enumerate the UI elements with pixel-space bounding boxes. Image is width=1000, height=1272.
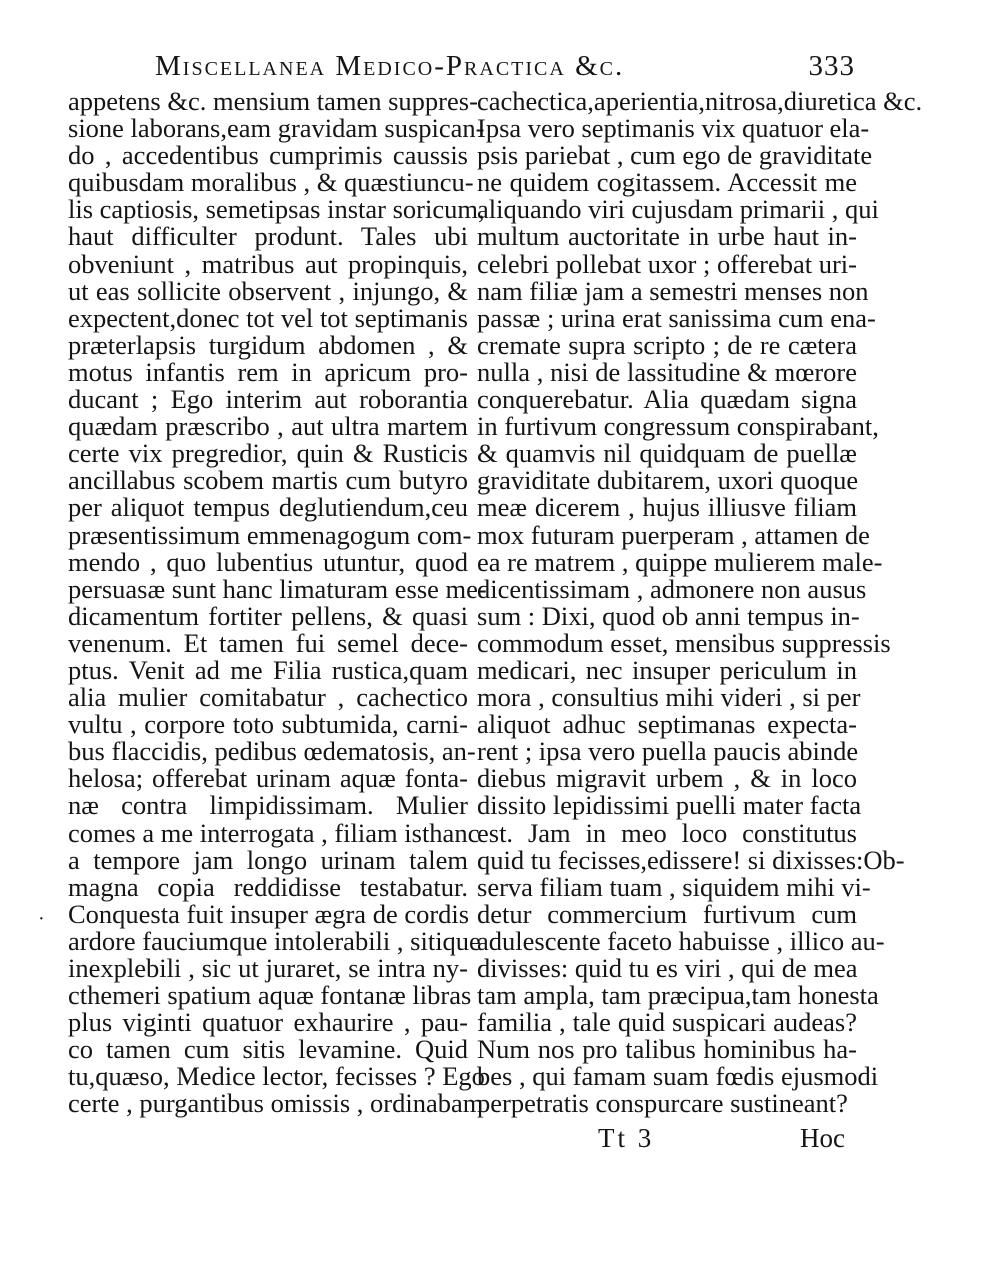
text-line: quædam præscribo , aut ultra martem <box>68 411 468 442</box>
text-line: serva filiam tuam , siquidem mihi vi- <box>477 871 871 902</box>
text-line: dicentissimam , admonere non ausus <box>477 573 867 604</box>
text-line: conquerebatur. Alia quædam signa <box>477 384 857 415</box>
text-line: sione laborans,eam gravidam suspican- <box>68 113 485 144</box>
text-line: multum auctoritate in urbe haut in- <box>477 221 857 252</box>
text-line: cremate supra scripto ; de re cætera <box>477 329 857 360</box>
text-line: detur commercium furtivum cum <box>477 898 857 929</box>
text-line: plus viginti quatuor exhaurire , pau- <box>68 1007 468 1038</box>
text-line: ardore fauciumque intolerabili , sitique <box>68 925 481 956</box>
text-line: ne quidem cogitassem. Accessit me <box>477 167 857 198</box>
text-line: sum : Dixi, quod ob anni tempus in- <box>477 600 860 631</box>
text-line: Num nos pro talibus hominibus ha- <box>477 1034 857 1065</box>
text-line: haut difficulter produnt. Tales ubi <box>68 221 468 252</box>
text-line: graviditate dubitarem, uxori quoque <box>477 465 859 496</box>
text-line: & quamvis nil quidquam de puellæ <box>477 438 857 469</box>
margin-mark: · <box>38 908 45 930</box>
text-line: rent ; ipsa vero puella paucis abinde <box>477 736 859 767</box>
text-line: quibusdam moralibus , & quæstiuncu- <box>68 167 474 198</box>
text-line: Ipsa vero septimanis vix quatuor ela- <box>477 113 870 144</box>
text-line: aliquando viri cujusdam primarii , qui <box>477 194 879 225</box>
text-line: venenum. Et tamen fui semel dece- <box>68 627 468 658</box>
page-number: 333 <box>808 50 855 82</box>
right-text-column <box>477 86 923 1119</box>
text-line: perpetratis conspurcare sustineant? <box>477 1088 848 1119</box>
text-line: lis captiosis, semetipsas instar soricum, <box>68 194 485 225</box>
text-line: nulla , nisi de lassitudine & mœrore <box>477 356 857 387</box>
text-line: comes a me interrogata , filiam isthanc <box>68 817 480 848</box>
text-line: dissito lepidissimi puelli mater facta <box>477 790 862 821</box>
text-line: persuasæ sunt hanc limaturam esse me- <box>68 573 487 604</box>
text-line: bes , qui famam suam fœdis ejusmodi <box>477 1061 879 1092</box>
left-text-column <box>68 86 487 1119</box>
text-line: appetens &c. mensium tamen suppres- <box>68 86 478 116</box>
text-line: bus flaccidis, pedibus œdematosis, an- <box>68 736 476 767</box>
text-line: ea re matrem , quippe mulierem male- <box>477 546 883 577</box>
text-line: vultu , corpore toto subtumida, carni- <box>68 709 468 740</box>
text-line: do , accedentibus cumprimis caussis <box>68 140 468 171</box>
text-line: magna copia reddidisse testabatur. <box>68 871 468 902</box>
text-line: mendo , quo lubentius utuntur, quod <box>68 546 468 577</box>
text-line: commodum esset, mensibus suppressis <box>477 627 891 658</box>
text-line: est. Jam in meo loco constitutus <box>477 817 857 848</box>
text-line: Conquesta fuit insuper ægra de cordis <box>68 898 470 929</box>
text-line: diebus migravit urbem , & in loco <box>477 763 857 794</box>
text-line: motus infantis rem in apricum pro- <box>68 356 468 387</box>
text-line: co tamen cum sitis levamine. Quid <box>68 1034 468 1065</box>
text-line: dicamentum fortiter pellens, & quasi <box>68 600 468 631</box>
text-line: adulescente faceto habuisse , illico au- <box>477 925 885 956</box>
signature-mark: Tt 3 <box>598 1123 655 1153</box>
text-line: alia mulier comitabatur , cachectico <box>68 682 468 713</box>
text-line: præsentissimum emmenagogum com- <box>68 519 472 550</box>
text-line: passæ ; urina erat sanissima cum ena- <box>477 302 876 333</box>
text-line: certe , purgantibus omissis , ordinabam <box>68 1088 484 1119</box>
text-line: quid tu fecisses,edissere! si dixisses:Ob- <box>477 844 905 875</box>
running-head <box>155 50 855 90</box>
text-line: cachectica,aperientia,nitrosa,diuretica &c. <box>477 86 923 116</box>
text-line: mora , consultius mihi videri , si per <box>477 682 861 713</box>
text-line: ut eas sollicite observent , injungo, & <box>68 275 468 306</box>
text-line: celebri pollebat uxor ; offerebat uri- <box>477 248 857 279</box>
text-line: mox futuram puerperam , attamen de <box>477 519 870 550</box>
text-line: næ contra limpidissimam. Mulier <box>68 790 468 821</box>
catchword: Hoc <box>800 1123 845 1153</box>
text-line: tu,quæso, Medice lector, fecisses ? Ego <box>68 1061 485 1092</box>
text-line: obveniunt , matribus aut propinquis, <box>68 248 468 279</box>
text-line: cthemeri spatium aquæ fontanæ libras <box>68 980 472 1011</box>
text-line: ducant ; Ego interim aut roborantia <box>68 384 468 415</box>
text-line: inexplebili , sic ut juraret, se intra ny- <box>68 953 468 983</box>
text-line: nam filiæ jam a semestri menses non <box>477 275 869 306</box>
text-line: divisses: quid tu es viri , qui de mea <box>477 953 858 983</box>
text-line: tam ampla, tam præcipua,tam honesta <box>477 980 879 1011</box>
text-line: certe vix pregredior, quin & Rusticis <box>68 438 468 469</box>
text-line: per aliquot tempus deglutiendum,ceu <box>68 492 468 523</box>
text-line: psis pariebat , cum ego de graviditate <box>477 140 873 171</box>
text-line: helosa; offerebat urinam aquæ fonta- <box>68 763 468 794</box>
running-head-title: Miscellanea Medico-Practica &c. <box>155 50 625 82</box>
text-line: a tempore jam longo urinam talem <box>68 844 468 875</box>
text-line: præterlapsis turgidum abdomen , & <box>68 329 468 360</box>
text-line: medicari, nec insuper periculum in <box>477 654 857 685</box>
text-line: ancillabus scobem martis cum butyro <box>68 465 468 496</box>
text-line: ptus. Venit ad me Filia rustica,quam <box>68 654 468 685</box>
text-line: familia , tale quid suspicari audeas? <box>477 1007 857 1038</box>
text-line: expectent,donec tot vel tot septimanis <box>68 302 468 333</box>
text-line: in furtivum congressum conspirabant, <box>477 411 879 442</box>
text-line: meæ dicerem , hujus illiusve filiam <box>477 492 857 523</box>
text-line: aliquot adhuc septimanas expecta- <box>477 709 857 740</box>
